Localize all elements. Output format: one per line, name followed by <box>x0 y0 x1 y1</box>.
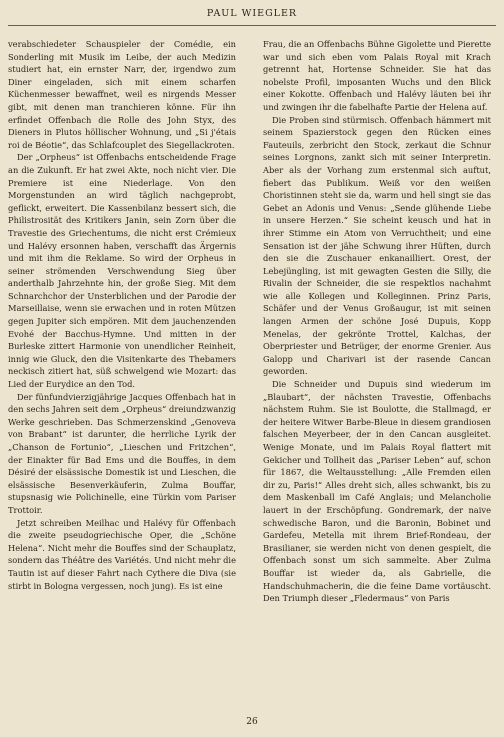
paragraph: Jetzt schreiben Meilhac und Halévy für Offenbach die zweite pseudogriechische Oper, die „Schöne Helena“. Nicht mehr die Bouffes sind der Schauplatz, sondern das Théâtre des Variétés. Und nicht mehr die Tautin ist auf dieser Fahrt nach Cythere die Diva (sie stirbt in Bologna vergessen, noch jung). Es ist eine <box>8 517 236 591</box>
paragraph: verabschiedeter Schauspieler der Comédie, ein Sonderling mit Musik im Leibe, der auch Medizin studiert hat, ein ernster Narr, der, irgendwo zum Diner eingeladen, sich mit einem scharfen Küchenmesser bewaffnet, weil es nirgends Messer gibt, mit denen man tranchieren könne. Für ihn erfindet Offenbach die Rolle des John Styx, des Dieners in Plutos höllischer Wohnung, und „Si j'étais roi de Béotie“, das Schlafcouplet des Siegellackroten. <box>8 39 236 150</box>
paragraph: Der fünfundvierzigjährige Jacques Offenbach hat in den sechs Jahren seit dem „Orpheus“ dreiundzwanzig Werke geschrieben. Das Schmerzenskind „Genoveva von Brabant“ ist darunter, die herrliche Lyrik der „Chanson de Fortunio“, „Lieschen und Fritzchen“, der Einakter für Bad Ems und die Bouffes, in dem Désiré der elsässische Domestik ist und Lieschen, die elsässische Besenverkäuferin, Zulma Bouffar, stupsnasig wie Polichinelle, eine Türkin vom Pariser Trottoir. <box>8 391 236 515</box>
right-column <box>263 38 491 605</box>
paragraph: Der „Orpheus“ ist Offenbachs entscheidende Frage an die Zukunft. Er hat zwei Akte, noch nicht vier. Die Premiere ist eine Niederlage. Von den Morgenstunden an wird täglich nachgeprobt, geflickt, erweitert. Die Kassenbilanz bessert sich, die Philistrosität des Kritikers Janin, sein Zorn über die Travestie des Griechentums, die nicht erst Crémieux und Halévy ersonnen haben, verschafft das Ärgernis und mit ihm die Reklame. So wird der Orpheus in seiner strömenden Verschwendung Sieg über anderthalb Jahrzehnte hin, der große Sieg. Mit dem Schnarchchor der Unsterblichen und der Parodie der Marseillaise, wenn sie erwachen und in roten Mützen gegen Jupiter sich empören. Mit dem jauchenzenden Evohé der Bacchus-Hymne. Und mitten in der Burleske zittert Harmonie von unendlicher Reinheit, innig wie Gluck, den die Visitenkarte des Thebamers neckisch zitiert hat, süß schwelgend wie Mozart: das Lied der Eurydice an den Tod. <box>8 152 236 390</box>
left-column <box>8 38 236 592</box>
header-rule <box>8 25 496 26</box>
page-number: 26 <box>246 717 258 727</box>
paragraph: Frau, die an Offenbachs Bühne Gigolette und Pierette war und sich eben vom Palais Royal mit Krach getrennt hat, Hortense Schneider. Sie hat das nobelste Profil, imposanten Wuchs und den Blick einer Kokotte. Offenbach und Halévy läuten bei ihr und zwingen ihr die fabelhafte Partie der Helena auf. <box>263 39 491 112</box>
running-header: PAUL WIEGLER <box>206 8 298 19</box>
paragraph: Die Proben sind stürmisch. Offenbach hämmert mit seinem Spazierstock gegen den Rücken eines Fauteuils, zerbricht den Stock, zerkaut die Schnur seines Lorgnons, zankt sich mit seiner Interpretin. Aber als der Vorhang zum erstenmal sich auftut, fiebert das Publikum. Weiß vor den weißen Choristinnen steht sie da, warm und hell singt sie das Gebet an Adonis und Venus: „Sende glühende Liebe in unsere Herzen.“ Sie scheint keusch und hat in ihrer Stimme ein Atom von Verruchtheit; und eine Sensation ist der jähe Schwung ihrer Hüften, durch den sie die Zuschauer enkanailliert. Orest, der Lebejüngling, ist mit gewagten Gesten die Silly, die Rivalin der Schneider, die sie respektlos nachahmt wie alle Kollegen und Kolleginnen. Prinz Paris, Schäfer und der Venus Großaugur, ist mit seinen langen Armen der schöne José Dupuis, Kopp Menelas, der gekrönte Trottel, Kalchas, der Oberpriester und Betrüger, der enorme Grenier. Aus Galopp und Charivari ist der rasende Cancan geworden. <box>263 114 491 377</box>
paragraph: Die Schneider und Dupuis sind wiederum im „Blaubart“, der nächsten Travestie, Offenbachs nächstem Ruhm. Sie ist Boulotte, die Stallmagd, er der heitere Witwer Barbe-Bleue in diesem grandiosen falschen Meyerbeer, der in den Cancan ausgleitet. Wenige Monate, und im Palais Royal flattert mit Gekicher und Tollheit das „Pariser Leben“ auf, schon für 1867, die Weltausstellung: „Alle Fremden eilen dir zu, Paris!“ Alles dreht sich, alles schwankt, bis zu dem Maskenball im Café Anglais; und Melancholie lauert in der Erschöpfung. Gondremark, der naive schwedische Baron, und die Baronin, Bobinet und Gardefeu, Metella mit ihrem Brief-Rondeau, der Brasilianer, sie werden nicht von denen gespielt, die Offenbach sonst um sich sammelte. Aber Zulma Bouffar ist wieder da, als Gabrielle, die Handschuhmacherin, die die feine Dame vortäuscht. Den Triumph dieser „Fledermaus“ von Paris <box>263 379 491 604</box>
